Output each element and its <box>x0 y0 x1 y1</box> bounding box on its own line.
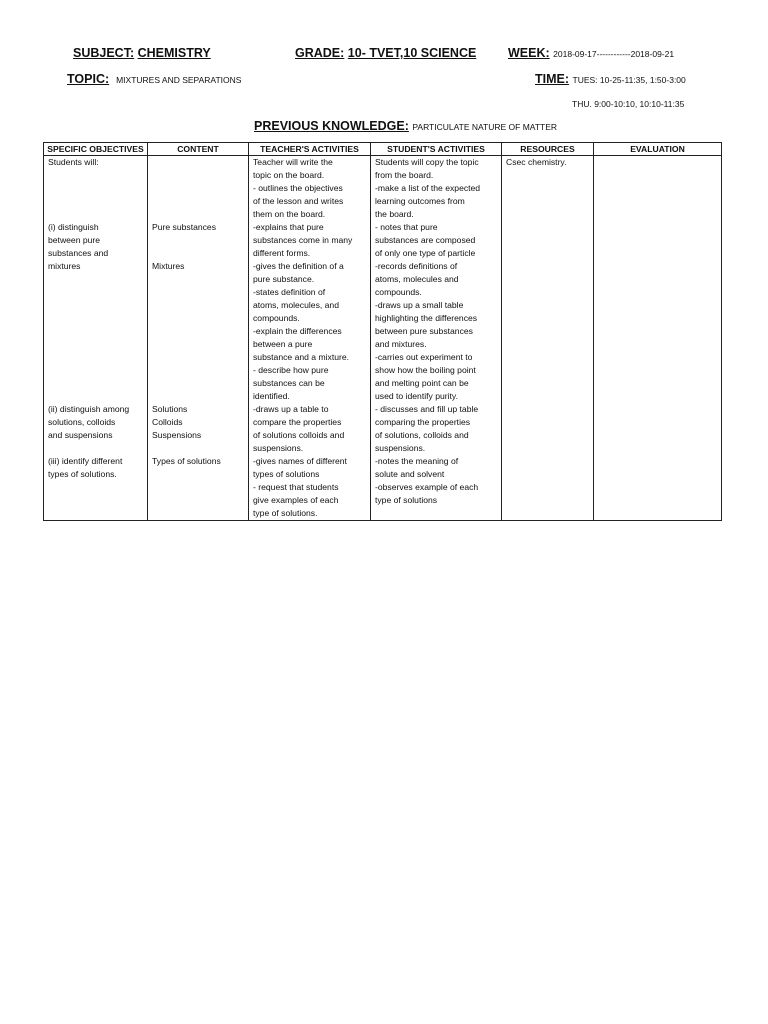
cell-line <box>48 312 143 325</box>
cell-line <box>152 208 244 221</box>
cell-line: substances can be <box>253 378 325 388</box>
cell-line <box>152 312 244 325</box>
cell-line: learning outcomes from <box>375 196 465 206</box>
cell-line <box>48 442 143 455</box>
column-header-student: STUDENT'S ACTIVITIES <box>371 143 502 156</box>
column-header-resources: RESOURCES <box>502 143 594 156</box>
cell-line: between a pure <box>253 339 313 349</box>
cell-line <box>152 299 244 312</box>
grade-value: 10- TVET,10 SCIENCE <box>347 46 477 60</box>
cell-line: type of solutions. <box>253 508 318 518</box>
cell-line <box>152 234 244 247</box>
cell-line: -observes example of each <box>375 482 479 492</box>
cell-line: topic on the board. <box>253 170 325 180</box>
week-label: WEEK: <box>508 46 550 60</box>
cell-line: Suspensions <box>152 430 202 440</box>
cell-line <box>48 182 143 195</box>
cell-line <box>152 377 244 390</box>
cell-line <box>48 377 143 390</box>
cell-line: between pure <box>48 235 101 245</box>
cell-line: substances and <box>48 248 109 258</box>
cell-line: substances are composed <box>375 235 476 245</box>
resources-cell <box>502 156 594 521</box>
cell-line: (i) distinguish <box>48 222 99 232</box>
cell-line <box>152 247 244 260</box>
column-header-content: CONTENT <box>148 143 249 156</box>
cell-line: -explain the differences <box>253 326 342 336</box>
cell-line: identified. <box>253 391 290 401</box>
cell-line: solutions, colloids <box>48 417 116 427</box>
cell-line: solute and solvent <box>375 469 445 479</box>
cell-line <box>48 299 143 312</box>
column-header-objectives: SPECIFIC OBJECTIVES <box>44 143 148 156</box>
cell-line: Colloids <box>152 417 183 427</box>
cell-line: from the board. <box>375 170 434 180</box>
cell-line: Csec chemistry. <box>506 157 567 167</box>
cell-line: give examples of each <box>253 495 339 505</box>
cell-line: compounds. <box>375 287 422 297</box>
time-line-1: TUES: 10-25-11:35, 1:50-3:00 <box>572 75 686 85</box>
topic-value: MIXTURES AND SEPARATIONS <box>116 75 242 85</box>
cell-line: the board. <box>375 209 414 219</box>
cell-line <box>48 325 143 338</box>
cell-line: Mixtures <box>152 261 185 271</box>
time-line <box>535 72 686 87</box>
cell-line: substances come in many <box>253 235 353 245</box>
cell-line: Types of solutions <box>152 456 221 466</box>
cell-line <box>152 338 244 351</box>
cell-line: substance and a mixture. <box>253 352 350 362</box>
cell-line: suspensions. <box>253 443 304 453</box>
cell-line <box>152 195 244 208</box>
student-activities-cell <box>371 156 502 521</box>
content-cell <box>148 156 249 521</box>
previous-knowledge-label: PREVIOUS KNOWLEDGE: <box>254 119 409 133</box>
cell-line: highlighting the differences <box>375 313 478 323</box>
subject-label: SUBJECT: <box>73 46 135 60</box>
objectives-cell <box>44 156 148 521</box>
cell-line: of the lesson and writes <box>253 196 344 206</box>
teacher-activities-cell <box>249 156 371 521</box>
cell-line: -gives names of different <box>253 456 347 466</box>
topic-label: TOPIC: <box>67 72 110 86</box>
cell-line: of solutions, colloids and <box>375 430 469 440</box>
cell-line: -draws up a table to <box>253 404 329 414</box>
cell-line: -records definitions of <box>375 261 458 271</box>
cell-line <box>152 364 244 377</box>
time-line-2-row <box>572 96 684 111</box>
topic-line <box>67 72 241 87</box>
cell-line <box>48 208 143 221</box>
cell-line: Solutions <box>152 404 188 414</box>
cell-line: and suspensions <box>48 430 113 440</box>
cell-line <box>48 273 143 286</box>
cell-line: them on the board. <box>253 209 326 219</box>
cell-line <box>152 351 244 364</box>
cell-line: comparing the properties <box>375 417 471 427</box>
time-label: TIME: <box>535 72 570 86</box>
cell-line: -notes the meaning of <box>375 456 459 466</box>
cell-line: compare the properties <box>253 417 342 427</box>
cell-line <box>48 338 143 351</box>
lesson-plan-table <box>43 142 722 521</box>
grade-label: GRADE: <box>295 46 345 60</box>
cell-line: Students will copy the topic <box>375 157 479 167</box>
cell-line: atoms, molecules, and <box>253 300 339 310</box>
cell-line <box>152 156 244 169</box>
cell-line <box>48 169 143 182</box>
evaluation-cell <box>594 156 722 521</box>
cell-line <box>152 390 244 403</box>
column-header-evaluation: EVALUATION <box>594 143 722 156</box>
cell-line: (ii) distinguish among <box>48 404 130 414</box>
cell-line: -carries out experiment to <box>375 352 473 362</box>
cell-line: between pure substances <box>375 326 473 336</box>
cell-line: -states definition of <box>253 287 326 297</box>
cell-line: atoms, molecules and <box>375 274 459 284</box>
cell-line <box>152 182 244 195</box>
cell-line: mixtures <box>48 261 81 271</box>
week-value: 2018-09-17------------2018-09-21 <box>553 49 675 59</box>
cell-line: -draws up a small table <box>375 300 464 310</box>
cell-line: Teacher will write the <box>253 157 333 167</box>
cell-line: -gives the definition of a <box>253 261 344 271</box>
cell-line: of only one type of particle <box>375 248 476 258</box>
cell-line: - request that students <box>253 482 339 492</box>
cell-line: - outlines the objectives <box>253 183 343 193</box>
cell-line: Pure substances <box>152 222 217 232</box>
subject-value: CHEMISTRY <box>137 46 211 60</box>
cell-line <box>48 195 143 208</box>
cell-line: pure substance. <box>253 274 315 284</box>
cell-line: and mixtures. <box>375 339 427 349</box>
cell-line: -make a list of the expected <box>375 183 481 193</box>
subject-line <box>73 46 211 60</box>
cell-line <box>48 286 143 299</box>
cell-line: - notes that pure <box>375 222 438 232</box>
table-header-row <box>44 143 722 156</box>
cell-line: - describe how pure <box>253 365 329 375</box>
cell-line: compounds. <box>253 313 300 323</box>
cell-line: -explains that pure <box>253 222 324 232</box>
table-row <box>44 156 722 521</box>
cell-line: - discusses and fill up table <box>375 404 479 414</box>
grade-line <box>295 46 476 60</box>
cell-line: of solutions colloids and <box>253 430 345 440</box>
cell-line: different forms. <box>253 248 311 258</box>
cell-line: used to identify purity. <box>375 391 458 401</box>
time-line-2: THU. 9:00-10:10, 10:10-11:35 <box>572 99 685 109</box>
cell-line <box>48 351 143 364</box>
column-header-teacher: TEACHER'S ACTIVITIES <box>249 143 371 156</box>
cell-line: type of solutions <box>375 495 438 505</box>
cell-line <box>152 325 244 338</box>
cell-line <box>48 364 143 377</box>
previous-knowledge-line <box>254 119 557 134</box>
cell-line: and melting point can be <box>375 378 469 388</box>
cell-line: (iii) identify different <box>48 456 123 466</box>
previous-knowledge-value: PARTICULATE NATURE OF MATTER <box>412 122 558 132</box>
cell-line: types of solutions. <box>48 469 117 479</box>
cell-line <box>152 273 244 286</box>
cell-line <box>152 169 244 182</box>
cell-line <box>48 390 143 403</box>
cell-line: types of solutions <box>253 469 320 479</box>
week-line <box>508 46 674 61</box>
cell-line <box>152 442 244 455</box>
cell-line <box>152 286 244 299</box>
cell-line: Students will: <box>48 157 99 167</box>
cell-line: show how the boiling point <box>375 365 476 375</box>
cell-line: suspensions. <box>375 443 426 453</box>
